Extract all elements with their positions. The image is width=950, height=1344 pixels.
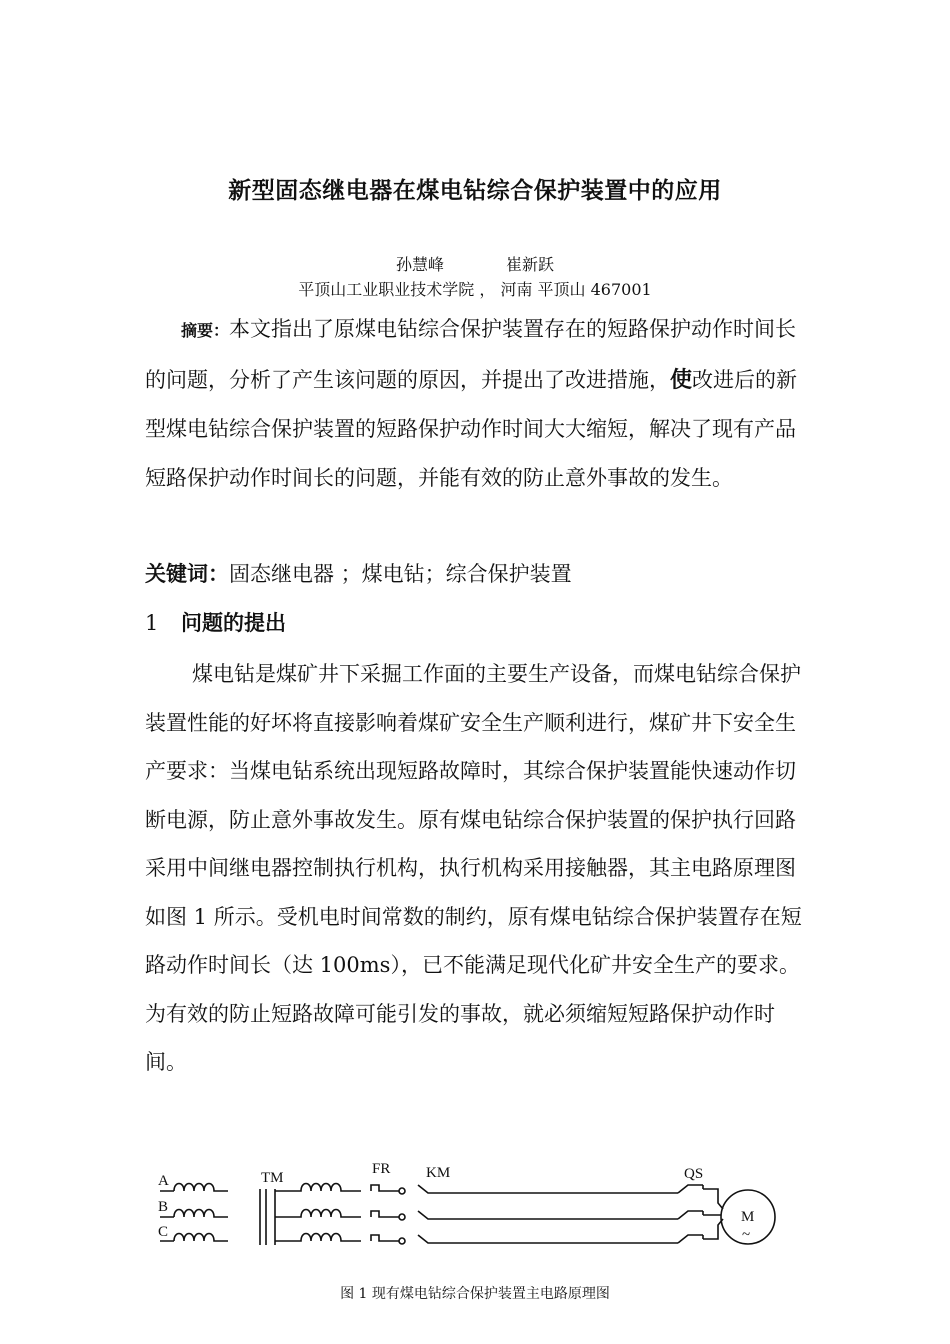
- transformer-core: [260, 1189, 266, 1245]
- label-phase-c: C: [158, 1224, 169, 1240]
- abstract-label: 摘要：: [181, 321, 230, 340]
- label-motor: M: [741, 1209, 755, 1225]
- coil-primary-c: [174, 1234, 228, 1242]
- section-number: 1: [145, 611, 159, 635]
- circuit-diagram: [150, 1155, 790, 1260]
- thermal-relay-b: [371, 1211, 393, 1217]
- author-list: [0, 252, 950, 275]
- coil-primary-b: [174, 1210, 228, 1218]
- label-thermal-relay: FR: [372, 1161, 391, 1177]
- switch-qs: [678, 1185, 703, 1243]
- label-phase-a: A: [158, 1173, 169, 1189]
- keywords-label: 关键词：: [145, 562, 229, 586]
- keywords: [145, 558, 572, 588]
- figure-caption: 图 1 现有煤电钻综合保护装置主电路原理图: [340, 1286, 610, 1302]
- contactor-km: [418, 1185, 678, 1243]
- section-title: 问题的提出: [181, 611, 286, 635]
- affiliation: 平顶山工业职业技术学院 ， 河南 平顶山 467001: [298, 280, 652, 299]
- abstract-emphasis: 使: [670, 367, 693, 393]
- abstract: [145, 305, 810, 502]
- coil-primary-a: [174, 1184, 228, 1192]
- author-name: 孙慧峰: [395, 255, 444, 274]
- label-switch: QS: [684, 1166, 704, 1182]
- author-name: 崔新跃: [506, 255, 555, 274]
- label-phase-b: B: [158, 1199, 169, 1215]
- label-motor-ac: ~: [742, 1227, 751, 1243]
- section-heading: [145, 607, 286, 637]
- keywords-text: 固态继电器 ；煤电钻；综合保护装置: [229, 562, 572, 586]
- label-transformer: TM: [261, 1170, 284, 1186]
- label-contactor: KM: [426, 1165, 451, 1181]
- paper-title: 新型固态继电器在煤电钻综合保护装置中的应用: [228, 178, 722, 204]
- abstract-text-cont: 改进后的新型煤电钻综合保护装置的短路保护动作时间大大缩短，解决了现有产品短路保护动作时间长的问题，并能有效的防止意外事故的发生。: [145, 367, 798, 490]
- thermal-relay-a: [371, 1185, 393, 1191]
- thermal-relay-c: [371, 1235, 393, 1241]
- abstract-text: 本文指出了原煤电钻综合保护装置存在的短路保护动作时间长的问题，分析了产生该问题的原因，并提出了改进措施，: [145, 317, 797, 392]
- body-paragraph: 煤电钻是煤矿井下采掘工作面的主要生产设备，而煤电钻综合保护装置性能的好坏将直接影响着煤矿安全生产顺利进行，煤矿井下安全生产要求：当煤电钻系统出现短路故障时，其综合保护装置能快速动作切断电源，防止意外事故发生。原有煤电钻综合保护装置的保护执行回路采用中间继电器控制执行机构，执行机构采用接触器，其主电路原理图如图 1 所示。受机电时间常数的制约，原有煤电钻综合保护装置存在短路动作时间长（达 100ms），已不能满足现代化矿井安全生产的要求。为有效的防止短路故障可能引发的事故，就必须缩短短路保护动作时间。: [145, 662, 802, 1074]
